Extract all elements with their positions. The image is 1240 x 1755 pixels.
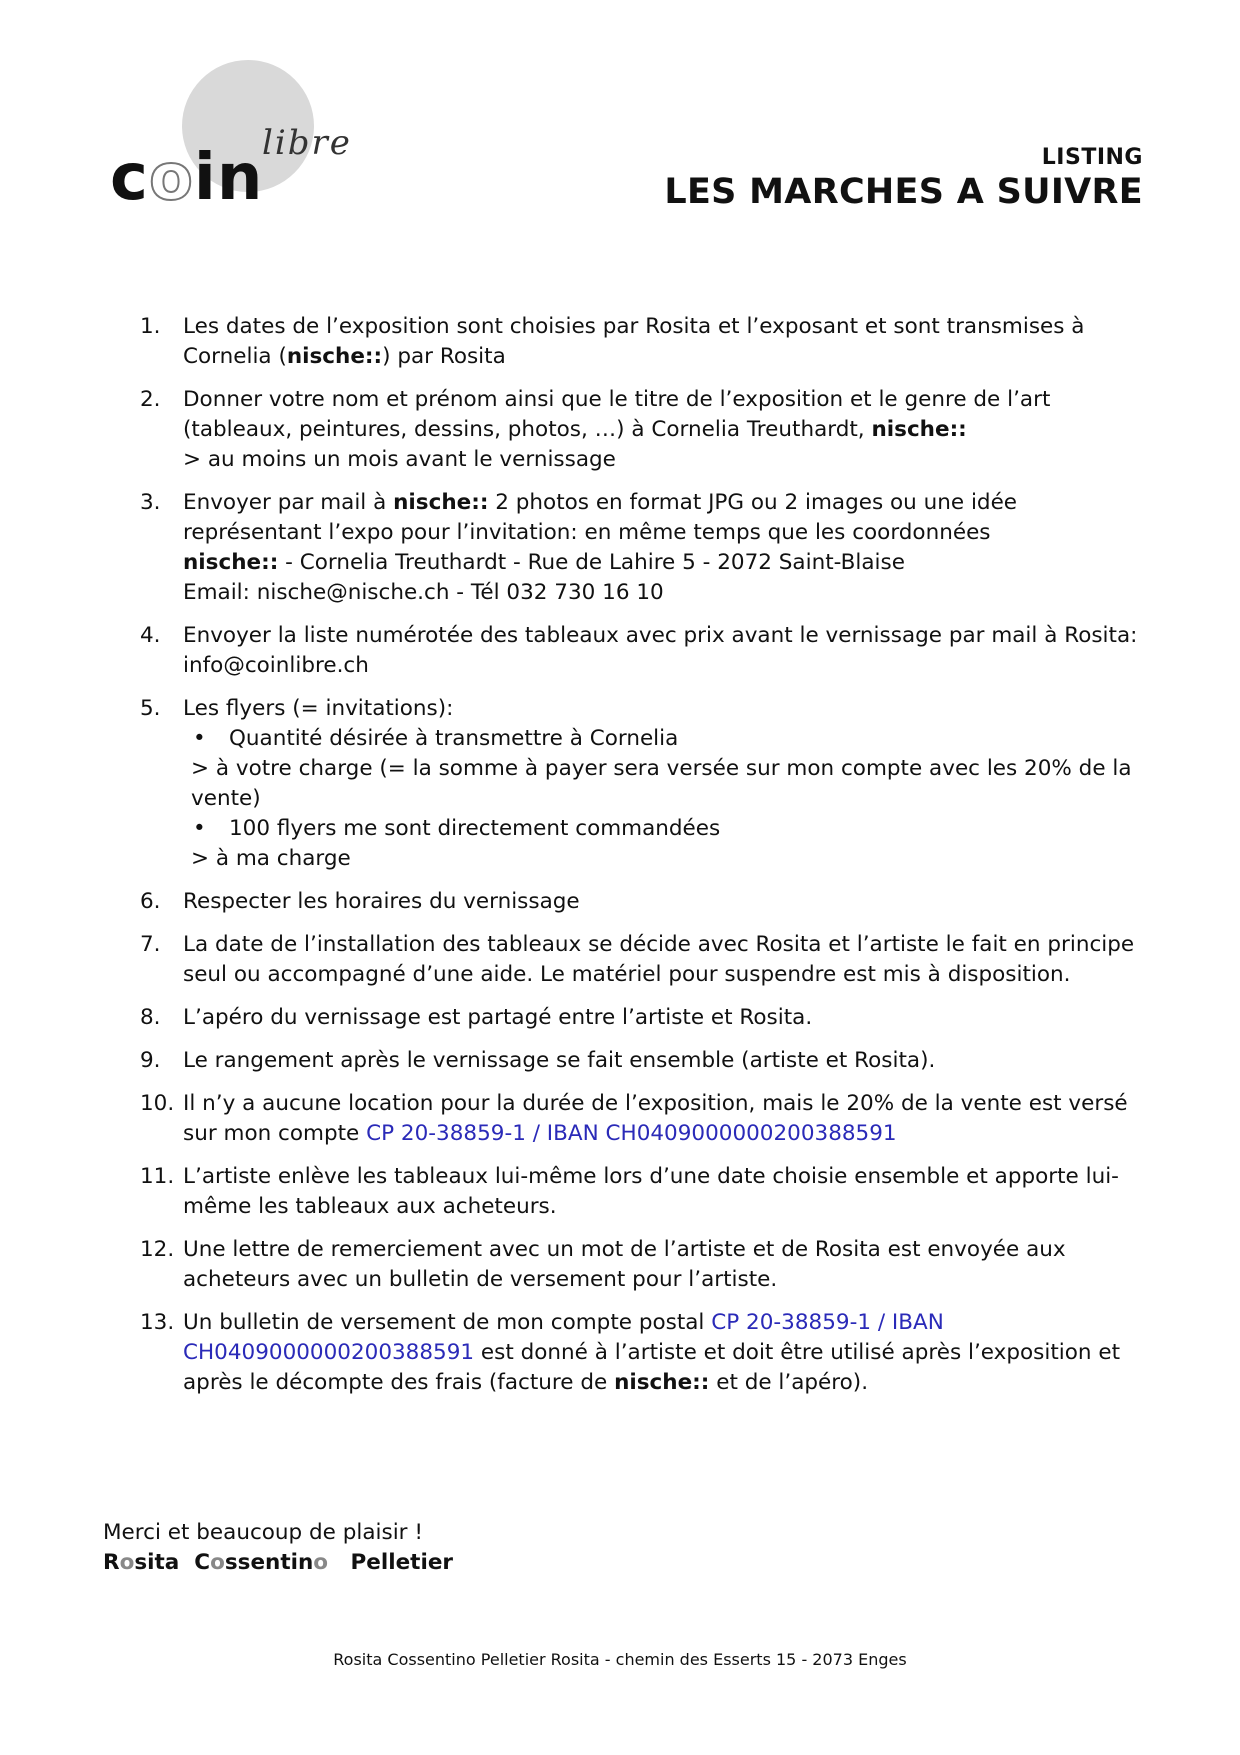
step-number: 12.	[140, 1237, 175, 1262]
bullet-dot-icon: •	[193, 726, 206, 751]
step-number: 7.	[140, 932, 161, 957]
bullet-item	[183, 724, 1140, 754]
signature-part: ssentin	[224, 1550, 314, 1575]
step-number: 9.	[140, 1048, 161, 1073]
signature	[103, 1548, 453, 1578]
bullet-text: 100 flyers me sont directement commandées	[229, 816, 721, 841]
step-1	[0, 312, 1240, 372]
document-title: LES MARCHES A SUIVRE	[664, 172, 1143, 212]
bullet-text: Quantité désirée à transmettre à Cornelia	[229, 726, 679, 751]
step-text: L’artiste enlève les tableaux lui-même lors d’une date choisie ensemble et apporte lui-même les tableaux aux acheteurs.	[183, 1164, 1119, 1219]
step-number: 8.	[140, 1005, 161, 1030]
step-2	[0, 385, 1240, 475]
step-7	[0, 930, 1240, 990]
step-text: > au moins un mois avant le vernissage	[183, 447, 616, 472]
step-12	[0, 1235, 1240, 1295]
account-number: CP 20-38859-1 / IBAN CH0409000000200388591	[366, 1121, 897, 1146]
document-label: LISTING	[1041, 145, 1143, 170]
nische-name: nische::	[614, 1370, 710, 1395]
step-text: Envoyer la liste numérotée des tableaux avec prix avant le vernissage par mail à Rosita: info@coinlibre.ch	[183, 623, 1138, 678]
logo-coin-o: o	[148, 141, 194, 215]
step-8	[0, 1003, 1240, 1033]
closing-thanks: Merci et beaucoup de plaisir !	[103, 1520, 423, 1545]
signature-part: o	[313, 1550, 329, 1575]
step-text: Respecter les horaires du vernissage	[183, 889, 580, 914]
step-text: ) par Rosita	[382, 344, 506, 369]
sub-note: > à ma charge	[191, 846, 351, 871]
signature-part: C	[194, 1550, 211, 1575]
signature-part: R	[103, 1550, 120, 1575]
steps-list	[0, 312, 1240, 1411]
step-3	[0, 488, 1240, 608]
step-text: Une lettre de remerciement avec un mot de l’artiste et de Rosita est envoyée aux acheteurs avec un bulletin de versement pour l’artiste.	[183, 1237, 1066, 1292]
step-text: Donner votre nom et prénom ainsi que le titre de l’exposition et le genre de l’art (tableaux, peintures, dessins, photos, …) à Cornelia Treuthardt,	[183, 387, 1051, 442]
bullet-dot-icon: •	[193, 816, 206, 841]
step-text: Les flyers (= invitations):	[183, 696, 454, 721]
step-text: 2 photos en format JPG ou 2 images ou une idée représentant l’expo pour l’invitation: en même temps que les coordonnées	[183, 490, 1018, 545]
bullet-item	[183, 814, 1140, 844]
step-11	[0, 1162, 1240, 1222]
closing-block	[103, 1518, 453, 1578]
step-4	[0, 621, 1240, 681]
coin-libre-logo	[110, 60, 390, 220]
step-text: est donné à l’artiste et doit être utilisé après l’exposition et après le décompte des frais (facture de	[183, 1340, 1121, 1395]
nische-name: nische::	[393, 490, 489, 515]
step-number: 2.	[140, 387, 161, 412]
nische-address: - Cornelia Treuthardt - Rue de Lahire 5 - 2072 Saint-Blaise	[278, 550, 905, 575]
step-number: 11.	[140, 1164, 175, 1189]
step-text: Les dates de l’exposition sont choisies par Rosita et l’exposant et sont transmises à Cornelia (	[183, 314, 1085, 369]
logo-coin-c: c	[110, 141, 149, 215]
logo-coin-in: in	[193, 141, 264, 215]
account-number: CP 20-38859-1 / IBAN CH0409000000200388591	[183, 1310, 944, 1365]
step-9	[0, 1046, 1240, 1076]
signature-part: Pelletier	[328, 1550, 454, 1575]
step-number: 13.	[140, 1310, 175, 1335]
logo-coin	[110, 141, 264, 215]
signature-part: o	[210, 1550, 225, 1575]
step-text: La date de l’installation des tableaux se décide avec Rosita et l’artiste le fait en principe seul ou accompagné d’une aide. Le matériel pour suspendre est mis à disposition.	[183, 932, 1135, 987]
signature-part: sita	[134, 1550, 195, 1575]
step-text: L’apéro du vernissage est partagé entre l’artiste et Rosita.	[183, 1005, 813, 1030]
document-header	[664, 145, 1143, 212]
nische-name: nische::	[183, 550, 279, 575]
step-5	[0, 694, 1240, 874]
step-number: 5.	[140, 696, 161, 721]
nische-contact: Email: nische@nische.ch - Tél 032 730 16 10	[183, 580, 664, 605]
logo-libre: libre	[262, 123, 352, 163]
step-number: 1.	[140, 314, 161, 339]
step-text: Un bulletin de versement de mon compte postal	[183, 1310, 712, 1335]
step-text: et de l’apéro).	[709, 1370, 869, 1395]
step-number: 6.	[140, 889, 161, 914]
step-text: Le rangement après le vernissage se fait ensemble (artiste et Rosita).	[183, 1048, 936, 1073]
step-text: Envoyer par mail à	[183, 490, 394, 515]
nische-name: nische::	[286, 344, 383, 369]
nische-name: nische::	[871, 417, 967, 442]
step-number: 4.	[140, 623, 161, 648]
step-number: 10.	[140, 1091, 175, 1116]
step-13	[0, 1308, 1240, 1398]
sub-note: > à votre charge (= la somme à payer sera versée sur mon compte avec les 20% de la vente)	[191, 756, 1132, 811]
signature-part: o	[119, 1550, 135, 1575]
page-footer: Rosita Cossentino Pelletier Rosita - chemin des Esserts 15 - 2073 Enges	[333, 1650, 907, 1669]
step-6	[0, 887, 1240, 917]
step-number: 3.	[140, 490, 161, 515]
step-text: Il n’y a aucune location pour la durée de l’exposition, mais le 20% de la vente est versé sur mon compte	[183, 1091, 1128, 1146]
step-10	[0, 1089, 1240, 1149]
